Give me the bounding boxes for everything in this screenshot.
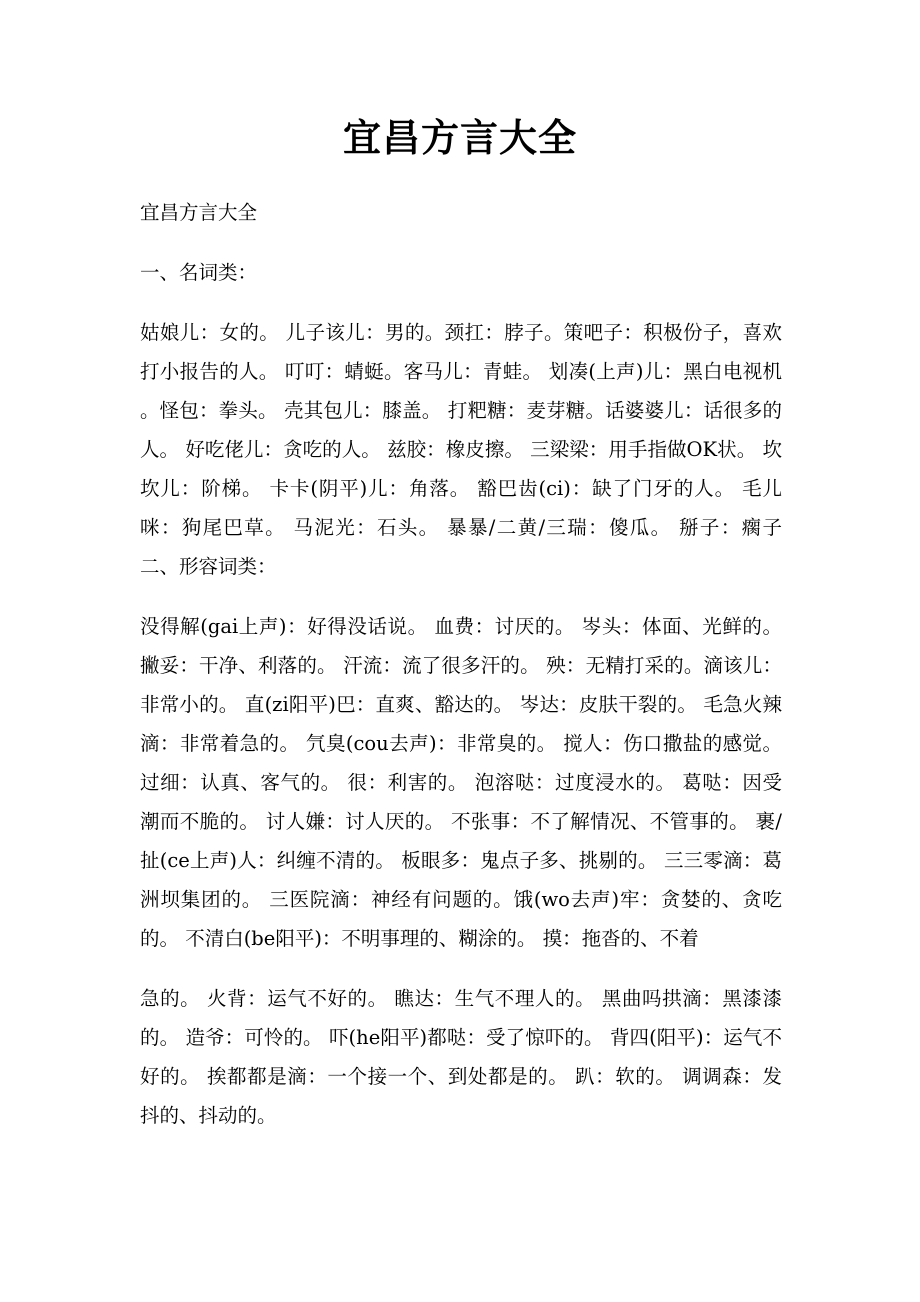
paragraph-subtitle: 宜昌方言大全	[140, 201, 258, 224]
paragraph-nouns: 姑娘儿：女的。 儿子该儿：男的。颈扛：脖子。策吧子：积极份子，喜欢打小报告的人。 叮叮：蜻蜓。客马儿：青蛙。 划凑(上声)儿：黑白电视机 。怪包：拳头。 壳其包儿：膝盖。 打粑糖：麦芽糖。话婆婆儿：话很多的人。 好吃佬儿：贪吃的人。 兹胶：橡皮擦。 三梁梁：用手指做OK状。 坎坎儿：阶梯。 卡卡(阴平)儿：角落。 豁巴齿(ci)：缺了门牙的人。 毛儿咪：狗尾巴草。 马泥光：石头。 暴暴/二黄/三瑞：傻瓜。 掰子：瘸子 二、形容词类：	[140, 321, 782, 578]
paragraph-section-heading-nouns: 一、名词类：	[140, 261, 258, 284]
document-body	[140, 193, 782, 1135]
document-title: 宜昌方言大全	[342, 115, 577, 160]
paragraph-adjectives-continued: 急的。 火背：运气不好的。 瞧达：生气不理人的。 黑曲吗拱滴：黑漆漆的。 造爷：可怜的。 吓(he阳平)都哒：受了惊吓的。 背四(阳平)：运气不好的。 挨都都是滴：一个接一个、到处都是的。 趴：软的。 调调森：发抖的、抖动的。	[140, 987, 782, 1127]
paragraph-adjectives: 没得解(gai上声)：好得没话说。 血费：讨厌的。 岑头：体面、光鲜的。 撇妥：干净、利落的。 汗流：流了很多汗的。 殃：无精打采的。滴该儿：非常小的。 直(zi阳平)巴：直爽、豁达的。 岑达：皮肤干裂的。 毛急火辣滴：非常着急的。 氕臭(cou去声)：非常臭的。 搅人：伤口撒盐的感觉。 过细：认真、客气的。 很：利害的。 泡溶哒：过度浸水的。 葛哒：因受潮而不脆的。 讨人嫌：讨人厌的。 不张事：不了解情况、不管事的。 裹/扯(ce上声)人：纠缠不清的。 板眼多：鬼点子多、挑剔的。 三三零滴：葛洲坝集团的。 三医院滴：神经有问题的。饿(wo去声)牢：贪婪的、贪吃的。 不清白(be阳平)：不明事理的、糊涂的。 摸：拖沓的、不着	[140, 615, 782, 950]
